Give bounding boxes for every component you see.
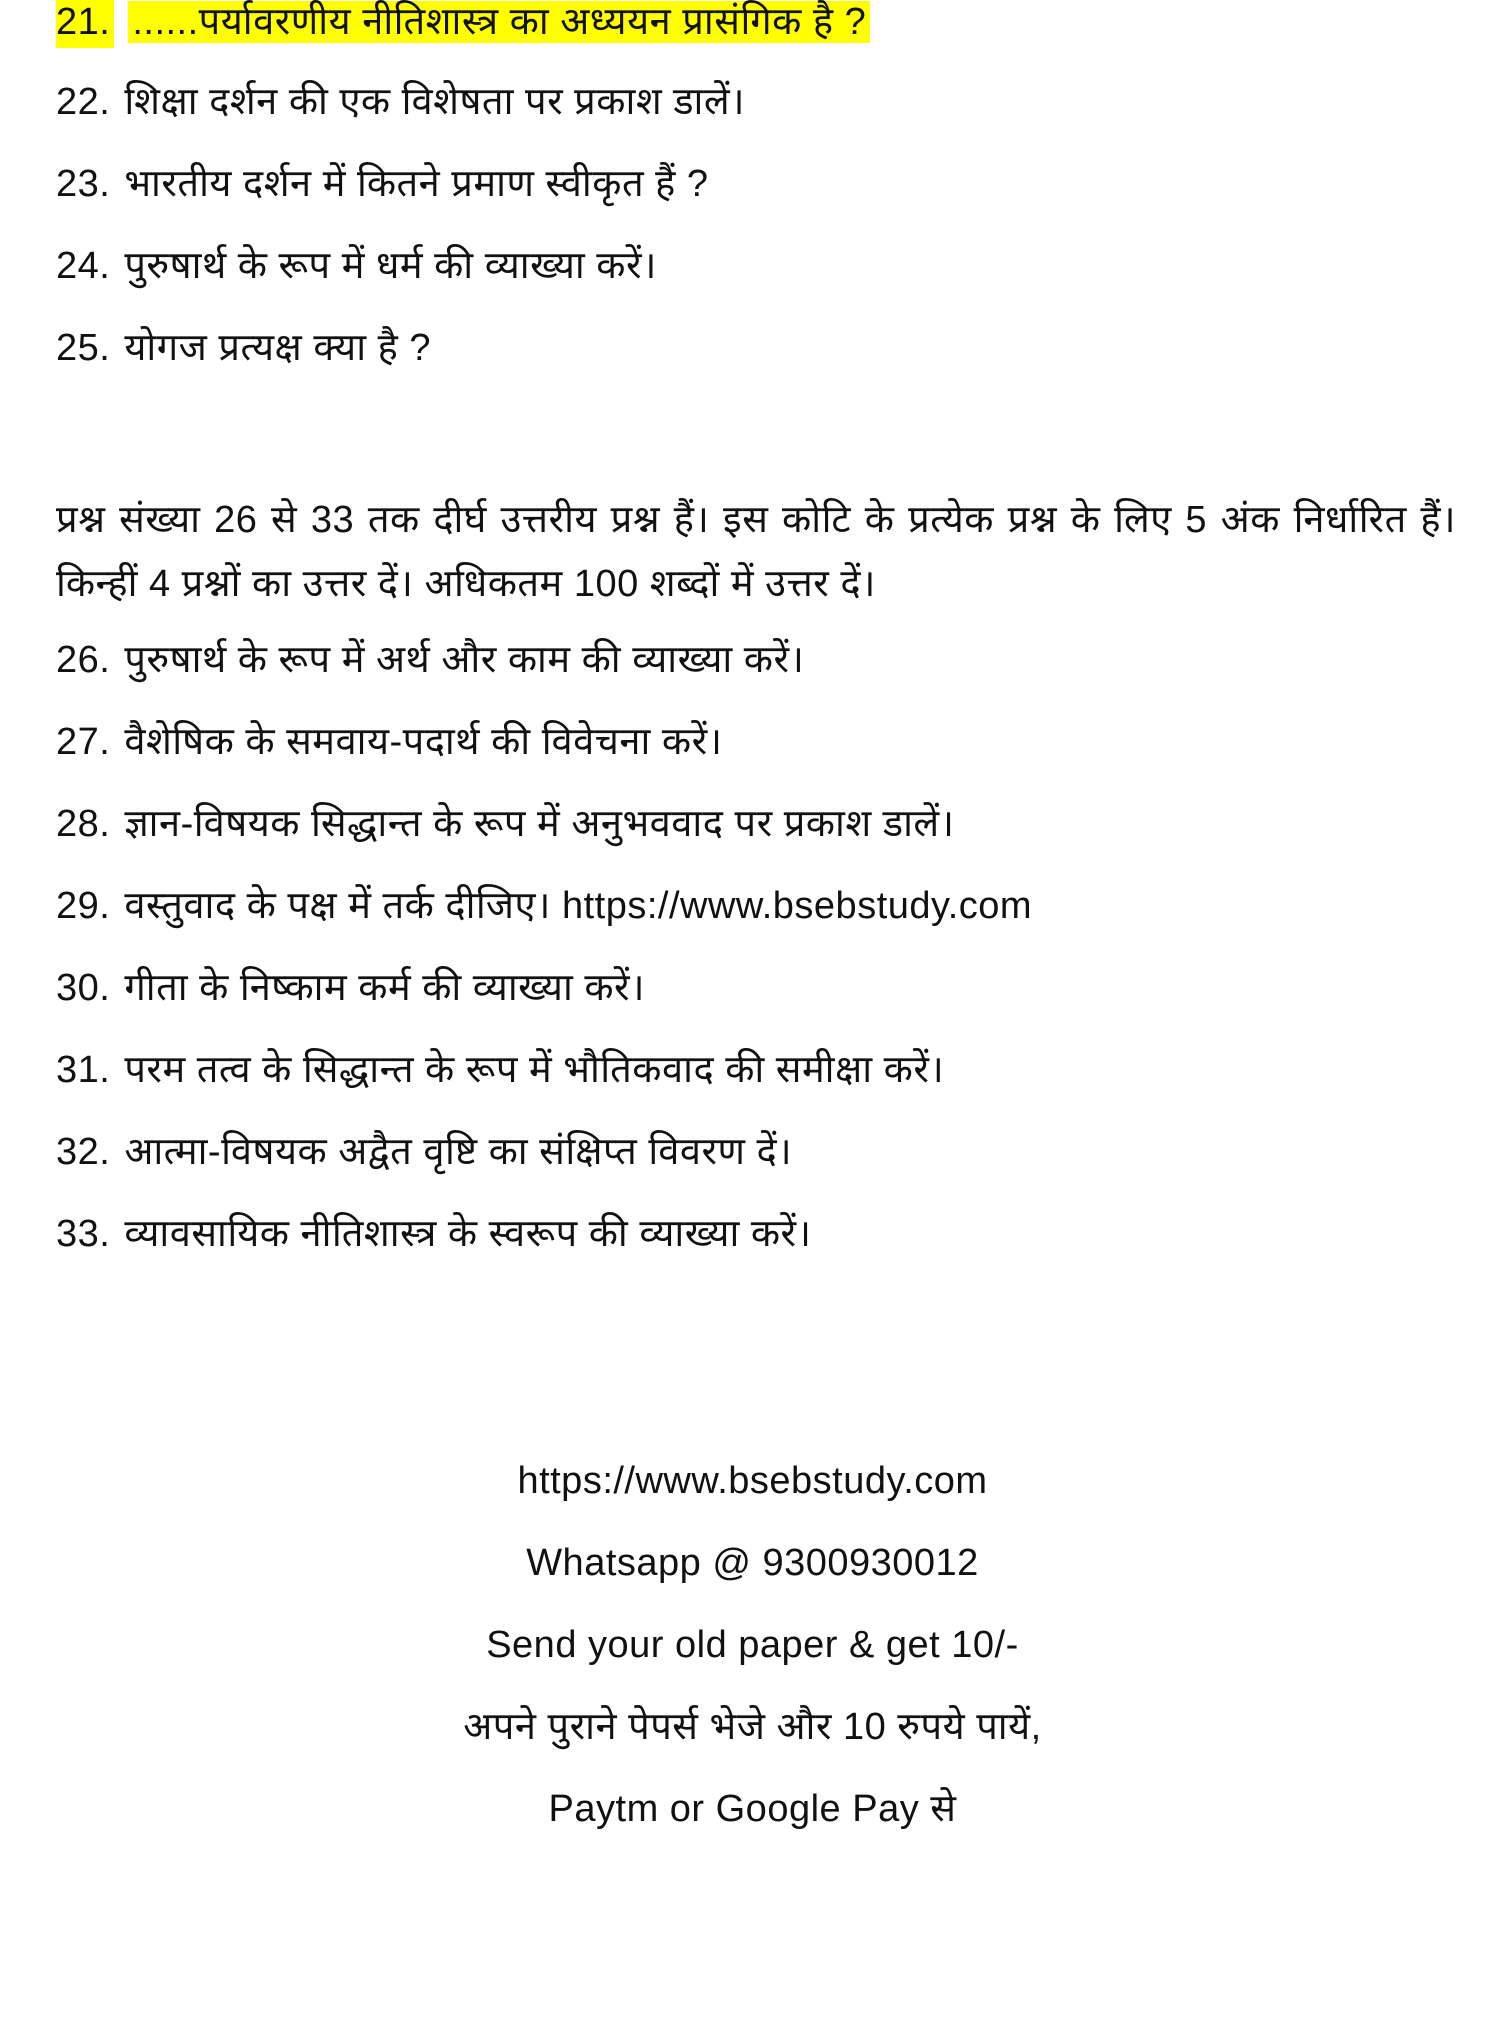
question-number: 21.	[56, 0, 114, 48]
question-21	[56, 0, 870, 48]
question-text: भारतीय दर्शन में कितने प्रमाण स्वीकृत हैं ?	[124, 163, 709, 205]
question-text: आत्मा-विषयक अद्वैत वृष्टि का संक्षिप्त विवरण दें।	[124, 1131, 793, 1173]
question-text: व्यावसायिक नीतिशास्त्र के स्वरूप की व्याख्या करें।	[124, 1213, 812, 1255]
question-text: वस्तुवाद के पक्ष में तर्क दीजिए। https://www.bsebstudy.com	[124, 885, 1033, 927]
question-24	[56, 240, 657, 292]
question-number: 25.	[56, 327, 111, 369]
question-22	[56, 76, 745, 128]
question-number: 24.	[56, 245, 111, 287]
question-30	[56, 962, 645, 1014]
footer-website-link[interactable]: https://www.bsebstudy.com	[517, 1460, 988, 1502]
question-number: 28.	[56, 803, 111, 845]
question-32	[56, 1126, 792, 1178]
question-text: पुरुषार्थ के रूप में अर्थ और काम की व्याख्या करें।	[124, 639, 805, 681]
question-number: 32.	[56, 1131, 111, 1173]
question-text: ज्ञान-विषयक सिद्धान्त के रूप में अनुभववाद पर प्रकाश डालें।	[124, 803, 955, 845]
question-number: 26.	[56, 639, 111, 681]
question-33	[56, 1208, 812, 1260]
question-number: 22.	[56, 81, 111, 123]
question-number: 29.	[56, 885, 111, 927]
footer-payment: Paytm or Google Pay से	[548, 1788, 957, 1830]
footer-whatsapp: Whatsapp @ 9300930012	[526, 1542, 979, 1584]
question-29	[56, 880, 1032, 932]
question-text: योगज प्रत्यक्ष क्या है ?	[124, 327, 431, 369]
question-number: 33.	[56, 1213, 111, 1255]
question-31	[56, 1044, 944, 1096]
question-26	[56, 634, 804, 686]
question-text: ......पर्यावरणीय नीतिशास्त्र का अध्ययन प्रासंगिक है ?	[128, 1, 870, 43]
question-25	[56, 322, 431, 374]
question-23	[56, 158, 709, 210]
question-28	[56, 798, 955, 850]
question-number: 27.	[56, 721, 111, 763]
question-number: 30.	[56, 967, 111, 1009]
question-27	[56, 716, 723, 768]
question-text: पुरुषार्थ के रूप में धर्म की व्याख्या करें।	[124, 245, 657, 287]
question-number: 31.	[56, 1049, 111, 1091]
long-answer-instructions: प्रश्न संख्या 26 से 33 तक दीर्घ उत्तरीय प्रश्न हैं। इस कोटि के प्रत्येक प्रश्न के लिए 5 अंक निर्धारित हैं। किन्हीं 4 प्रश्नों का उत्तर दें। अधिकतम 100 शब्दों में उत्तर दें।	[56, 499, 1456, 605]
question-number: 23.	[56, 163, 111, 205]
footer-offer-hindi: अपने पुराने पेपर्स भेजे और 10 रुपये पायें,	[463, 1706, 1042, 1748]
question-text: शिक्षा दर्शन की एक विशेषता पर प्रकाश डालें।	[124, 81, 746, 123]
question-text: परम तत्व के सिद्धान्त के रूप में भौतिकवाद की समीक्षा करें।	[124, 1049, 945, 1091]
footer-offer-english: Send your old paper & get 10/-	[486, 1624, 1019, 1666]
question-text: गीता के निष्काम कर्म की व्याख्या करें।	[124, 967, 645, 1009]
question-text: वैशेषिक के समवाय-पदार्थ की विवेचना करें।	[124, 721, 723, 763]
